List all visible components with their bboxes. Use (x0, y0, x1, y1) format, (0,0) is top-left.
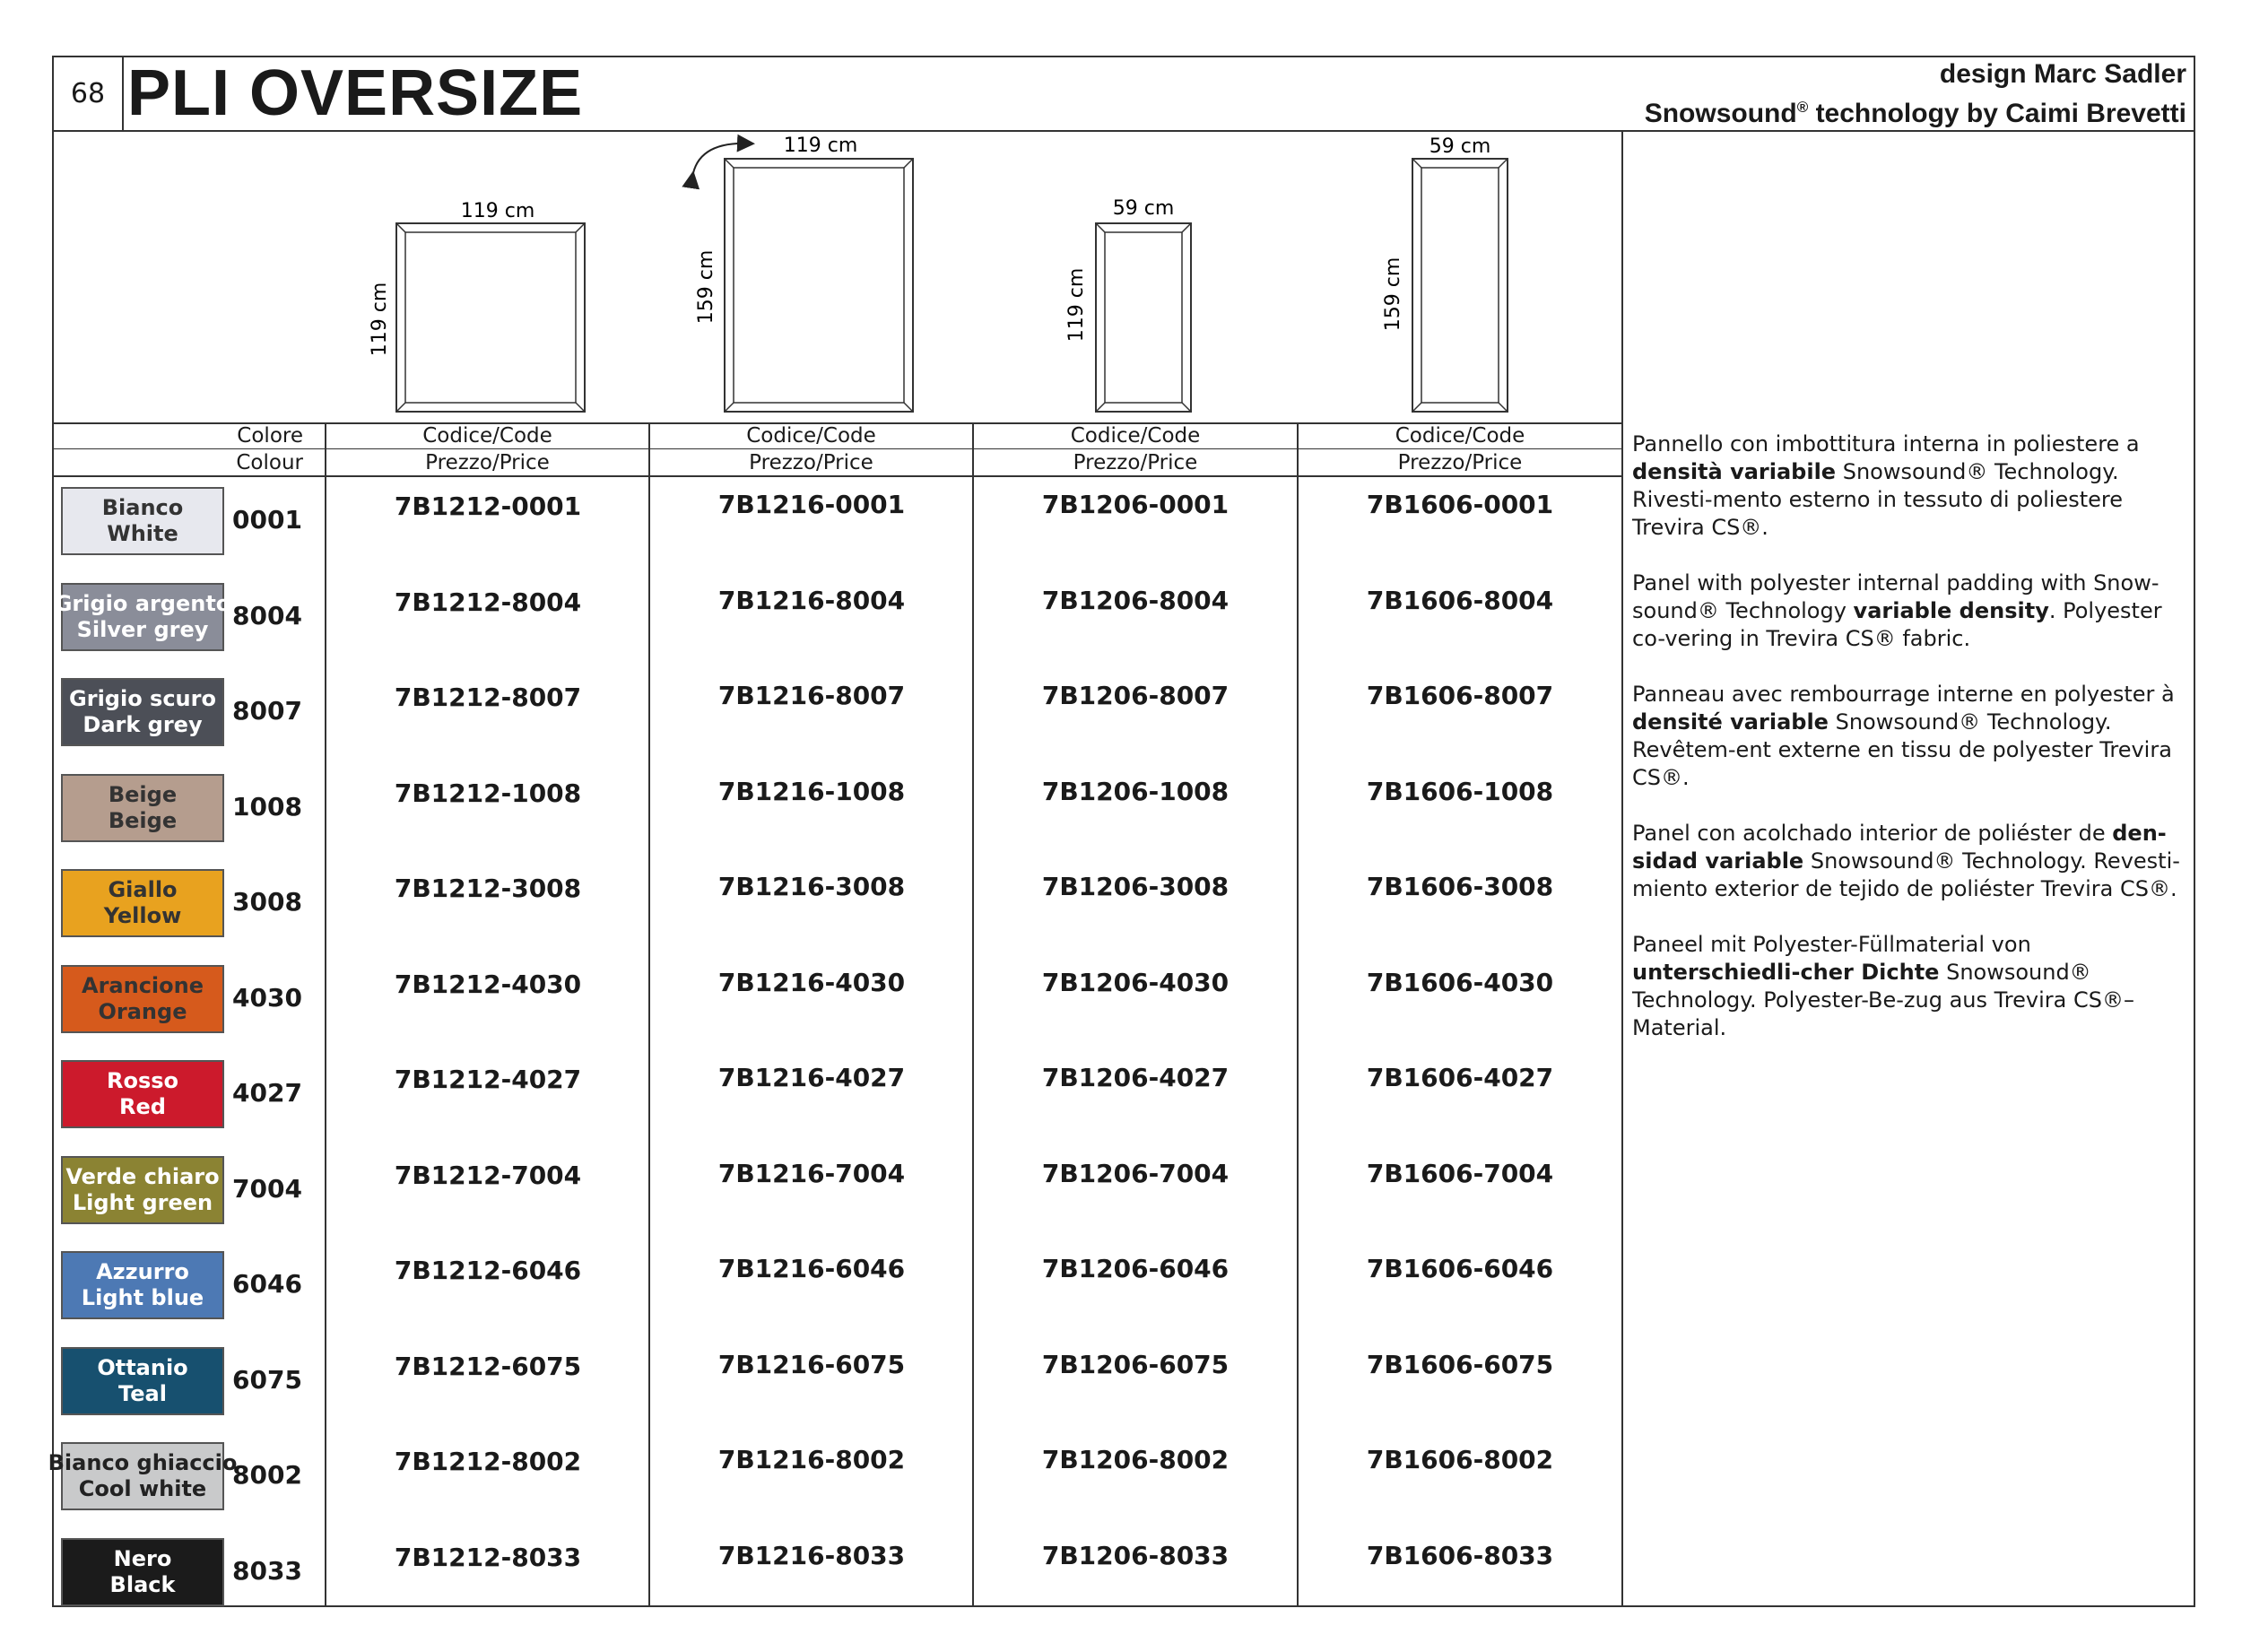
product-code: 7B1206-8033 (1041, 1541, 1230, 1570)
panel-height-label: 159 cm (695, 249, 717, 325)
color-code: 6046 (232, 1269, 302, 1299)
product-code: 7B1212-8033 (394, 1543, 582, 1572)
product-code: 7B1216-0001 (717, 490, 906, 519)
color-name-en: Dark grey (83, 712, 203, 737)
product-code: 7B1216-8004 (717, 586, 906, 615)
product-code: 7B1206-4030 (1041, 968, 1230, 997)
color-swatch (61, 1156, 224, 1224)
color-swatch (61, 487, 224, 555)
color-name-en: White (107, 521, 178, 546)
color-name-it: Giallo (108, 877, 178, 902)
color-swatch (61, 678, 224, 746)
price-header: Prezzo/Price (1397, 451, 1523, 474)
product-code: 7B1212-1008 (394, 778, 582, 808)
color-swatch (61, 1347, 224, 1415)
panel-width-label: 59 cm (1429, 135, 1491, 158)
panel-width-label: 59 cm (1112, 197, 1175, 220)
panel-drawing-119x119 (369, 200, 585, 412)
product-code: 7B1216-8033 (717, 1541, 906, 1570)
product-code: 7B1606-4027 (1366, 1063, 1554, 1092)
product-code: 7B1212-6046 (394, 1256, 582, 1285)
product-code: 7B1216-8007 (717, 681, 906, 710)
color-name-it: Nero (113, 1546, 172, 1571)
code-header: Codice/Code (746, 424, 876, 448)
color-swatch (61, 965, 224, 1033)
color-swatch (54, 583, 231, 651)
color-name-en: Orange (98, 999, 187, 1024)
product-code: 7B1212-8002 (394, 1447, 582, 1476)
color-code: 1008 (232, 792, 302, 822)
color-code: 3008 (232, 887, 302, 917)
panel-drawing-119x159 (692, 135, 913, 412)
color-swatch (61, 869, 224, 937)
color-name-it: Grigio argento (54, 591, 231, 616)
panel-drawing-59x119 (1065, 197, 1191, 412)
color-swatch (48, 1442, 238, 1510)
product-code: 7B1216-1008 (717, 777, 906, 806)
product-code: 7B1606-8033 (1366, 1541, 1554, 1570)
description-paragraph-fr: Panneau avec rembourrage interne en polyester à densité variable Snowsound® Technology. Revêtem-ent externe en tissu de polyester Trevira CS®. (1632, 682, 2175, 790)
product-code: 7B1216-3008 (717, 872, 906, 901)
color-name-en: Teal (118, 1381, 167, 1406)
product-code: 7B1606-8004 (1366, 586, 1554, 615)
product-code: 7B1606-6046 (1366, 1254, 1554, 1283)
color-name-it: Ottanio (97, 1355, 188, 1380)
product-code: 7B1216-4030 (717, 968, 906, 997)
color-name-en: Black (109, 1572, 176, 1597)
panel-drawings (0, 0, 1623, 423)
product-code: 7B1206-8007 (1041, 681, 1230, 710)
product-code: 7B1212-4027 (394, 1065, 582, 1094)
product-code: 7B1206-6046 (1041, 1254, 1230, 1283)
description-paragraph-en: Panel with polyester internal padding with Snow-sound® Technology variable density. Polyester co-vering in Trevira CS® fabric. (1632, 570, 2162, 651)
color-code: 6075 (232, 1365, 302, 1395)
product-code: 7B1216-8002 (717, 1445, 906, 1474)
product-code: 7B1606-1008 (1366, 777, 1554, 806)
color-name-en: Beige (108, 808, 178, 833)
product-code: 7B1212-6075 (394, 1352, 582, 1381)
color-code: 8033 (232, 1556, 302, 1586)
product-code: 7B1206-0001 (1041, 490, 1230, 519)
technology-credit: Snowsound® technology by Caimi Brevetti (1644, 99, 2186, 128)
color-name-it: Bianco (101, 495, 184, 520)
description-paragraph-it: Pannello con imbottitura interna in poliestere a densità variabile Snowsound® Technology. Rivesti-mento esterno in tessuto di poliestere Trevira CS®. (1632, 431, 2140, 540)
designer-credit: design Marc Sadler (1939, 59, 2186, 89)
product-code: 7B1216-6075 (717, 1350, 906, 1379)
description-paragraph-de: Paneel mit Polyester-Füllmaterial von unterschiedli-cher Dichte Snowsound® Technology. Polyester-Be-zug aus Trevira CS®–Material. (1632, 932, 2134, 1040)
color-name-it: Beige (108, 782, 178, 807)
color-code: 4030 (232, 983, 302, 1013)
product-code: 7B1212-8007 (394, 683, 582, 712)
product-code: 7B1606-0001 (1366, 490, 1554, 519)
color-code: 4027 (232, 1078, 302, 1108)
price-header: Prezzo/Price (749, 451, 873, 474)
color-code: 7004 (232, 1174, 302, 1204)
color-name-en: Light green (72, 1190, 213, 1215)
panel-height-label: 159 cm (1382, 256, 1404, 332)
product-code: 7B1606-4030 (1366, 968, 1554, 997)
rotate-arrow-icon (692, 143, 748, 178)
colore-header: Colore (237, 424, 303, 448)
credits (1645, 57, 2186, 130)
color-name-en: Yellow (103, 903, 182, 928)
product-code: 7B1206-8002 (1041, 1445, 1230, 1474)
color-name-it: Verde chiaro (65, 1164, 220, 1189)
panel-height-label: 119 cm (369, 282, 391, 357)
price-header: Prezzo/Price (1073, 451, 1198, 474)
color-code: 8002 (232, 1460, 302, 1490)
code-header: Codice/Code (422, 424, 552, 448)
product-code: 7B1206-7004 (1041, 1159, 1230, 1188)
product-code: 7B1606-7004 (1366, 1159, 1554, 1188)
page-number: 68 (54, 57, 124, 130)
color-code: 8004 (232, 601, 302, 630)
color-name-it: Bianco ghiaccio (48, 1450, 238, 1475)
panel-drawing-59x159 (1382, 135, 1508, 412)
product-code: 7B1206-6075 (1041, 1350, 1230, 1379)
product-code: 7B1206-8004 (1041, 586, 1230, 615)
color-name-it: Grigio scuro (69, 686, 216, 711)
product-code: 7B1212-3008 (394, 874, 582, 903)
product-code: 7B1206-1008 (1041, 777, 1230, 806)
color-name-en: Red (119, 1094, 166, 1119)
color-code: 0001 (232, 505, 302, 535)
color-swatch (61, 1060, 224, 1128)
code-header: Codice/Code (1070, 424, 1201, 448)
color-code: 8007 (232, 696, 302, 726)
color-name-en: Silver grey (76, 617, 209, 642)
product-code: 7B1206-4027 (1041, 1063, 1230, 1092)
product-code: 7B1606-8002 (1366, 1445, 1554, 1474)
color-name-it: Arancione (82, 973, 204, 998)
colour-header: Colour (236, 451, 303, 474)
product-code: 7B1606-3008 (1366, 872, 1554, 901)
product-code: 7B1606-6075 (1366, 1350, 1554, 1379)
product-code: 7B1216-7004 (717, 1159, 906, 1188)
color-name-it: Rosso (106, 1068, 179, 1093)
color-name-en: Cool white (78, 1476, 207, 1501)
product-code: 7B1212-4030 (394, 969, 582, 999)
product-code: 7B1212-8004 (394, 587, 582, 617)
product-code: 7B1216-4027 (717, 1063, 906, 1092)
color-swatch (61, 1251, 224, 1319)
color-name-en: Light blue (81, 1285, 204, 1310)
color-swatch (61, 774, 224, 842)
color-swatch (61, 1538, 224, 1606)
description-paragraph-es: Panel con acolchado interior de poliéster de den-sidad variable Snowsound® Technology. Revesti-miento exterior de tejido de poliéster Trevira CS®. (1632, 821, 2180, 901)
panel-width-label: 119 cm (460, 200, 535, 222)
product-code: 7B1216-6046 (717, 1254, 906, 1283)
price-header: Prezzo/Price (425, 451, 550, 474)
product-code: 7B1212-7004 (394, 1161, 582, 1190)
code-header: Codice/Code (1395, 424, 1525, 448)
product-description (1632, 430, 2188, 1070)
panel-width-label: 119 cm (783, 135, 858, 157)
color-name-it: Azzurro (96, 1259, 189, 1284)
page-title: PLI OVERSIZE (127, 57, 584, 129)
product-code: 7B1212-0001 (394, 491, 582, 521)
product-code: 7B1206-3008 (1041, 872, 1230, 901)
panel-height-label: 119 cm (1065, 267, 1088, 343)
product-code: 7B1606-8007 (1366, 681, 1554, 710)
